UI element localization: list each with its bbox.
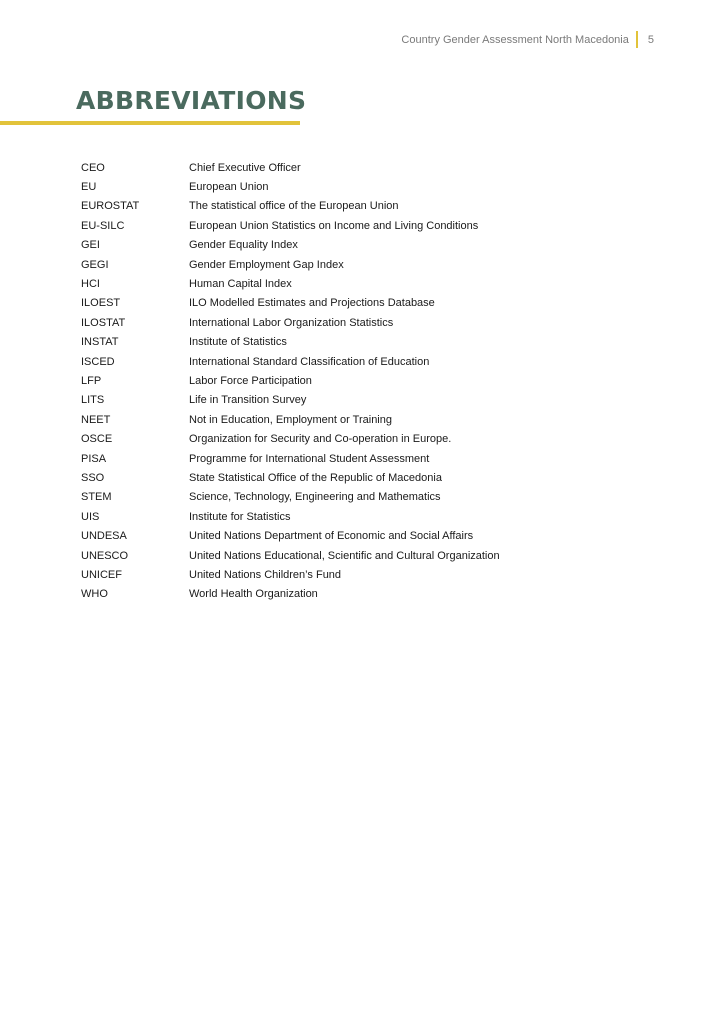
abbreviation-meaning: ILO Modelled Estimates and Projections Database (189, 297, 435, 310)
abbreviations-list (81, 158, 500, 604)
abbreviation-code: EU (81, 181, 97, 194)
abbreviation-code: WHO (81, 588, 108, 601)
list-item (81, 313, 500, 332)
list-item (81, 449, 500, 468)
abbreviation-meaning: European Union Statistics on Income and Living Conditions (189, 219, 479, 232)
abbreviation-code: UNESCO (81, 549, 129, 562)
abbreviation-meaning: United Nations Department of Economic and Social Affairs (189, 530, 474, 543)
abbreviation-meaning: World Health Organization (189, 588, 318, 601)
header-divider (636, 31, 638, 48)
list-item (81, 585, 500, 604)
abbreviation-meaning: Gender Equality Index (189, 239, 298, 252)
list-item (81, 468, 500, 487)
list-item (81, 236, 500, 255)
abbreviation-meaning: International Standard Classification of Education (189, 355, 430, 368)
list-item (81, 216, 500, 235)
abbreviation-code: GEGI (81, 258, 109, 271)
list-item (81, 371, 500, 390)
abbreviation-code: GEI (81, 239, 100, 252)
title-underline (0, 121, 300, 125)
abbreviation-meaning: Life in Transition Survey (189, 394, 307, 407)
abbreviation-code: ISCED (81, 355, 115, 368)
abbreviation-meaning: United Nations Educational, Scientific and Cultural Organization (189, 549, 500, 562)
page-number: 5 (647, 33, 654, 46)
list-item (81, 197, 500, 216)
abbreviation-code: UNDESA (81, 530, 127, 543)
abbreviation-code: STEM (81, 491, 112, 504)
abbreviation-code: EU-SILC (81, 219, 125, 232)
list-item (81, 177, 500, 196)
abbreviation-meaning: Not in Education, Employment or Training (189, 413, 392, 426)
abbreviation-meaning: Science, Technology, Engineering and Mathematics (189, 491, 441, 504)
abbreviation-code: EUROSTAT (81, 200, 140, 213)
list-item (81, 565, 500, 584)
page-title: ABBREVIATIONS (76, 86, 307, 115)
running-header (401, 31, 654, 48)
document-title: Country Gender Assessment North Macedonia (401, 33, 629, 46)
list-item (81, 158, 500, 177)
abbreviation-meaning: United Nations Children’s Fund (189, 568, 342, 581)
abbreviation-meaning: Programme for International Student Assessment (189, 452, 430, 465)
abbreviation-meaning: European Union (189, 181, 269, 194)
abbreviation-code: PISA (81, 452, 107, 465)
abbreviation-code: LFP (81, 374, 102, 387)
abbreviation-code: INSTAT (81, 336, 119, 349)
list-item (81, 294, 500, 313)
list-item (81, 507, 500, 526)
abbreviation-code: NEET (81, 413, 111, 426)
abbreviation-meaning: Organization for Security and Co-operation in Europe. (189, 433, 452, 446)
abbreviation-code: ILOSTAT (81, 316, 126, 329)
abbreviation-code: HCI (81, 278, 100, 291)
abbreviation-meaning: Institute for Statistics (189, 510, 291, 523)
abbreviation-meaning: State Statistical Office of the Republic of Macedonia (189, 471, 442, 484)
abbreviation-meaning: Chief Executive Officer (189, 161, 301, 174)
abbreviation-code: CEO (81, 161, 105, 174)
abbreviation-code: LITS (81, 394, 105, 407)
abbreviation-meaning: Institute of Statistics (189, 336, 287, 349)
list-item (81, 410, 500, 429)
list-item (81, 526, 500, 545)
list-item (81, 274, 500, 293)
abbreviation-code: UNICEF (81, 568, 122, 581)
list-item (81, 255, 500, 274)
list-item (81, 352, 500, 371)
abbreviation-code: UIS (81, 510, 100, 523)
list-item (81, 429, 500, 448)
list-item (81, 546, 500, 565)
abbreviation-code: SSO (81, 471, 105, 484)
abbreviation-meaning: Gender Employment Gap Index (189, 258, 344, 271)
abbreviation-meaning: Labor Force Participation (189, 374, 312, 387)
abbreviation-code: ILOEST (81, 297, 121, 310)
abbreviation-meaning: Human Capital Index (189, 278, 292, 291)
abbreviation-code: OSCE (81, 433, 113, 446)
list-item (81, 391, 500, 410)
list-item (81, 333, 500, 352)
abbreviation-meaning: The statistical office of the European Union (189, 200, 399, 213)
abbreviation-meaning: International Labor Organization Statistics (189, 316, 394, 329)
list-item (81, 488, 500, 507)
